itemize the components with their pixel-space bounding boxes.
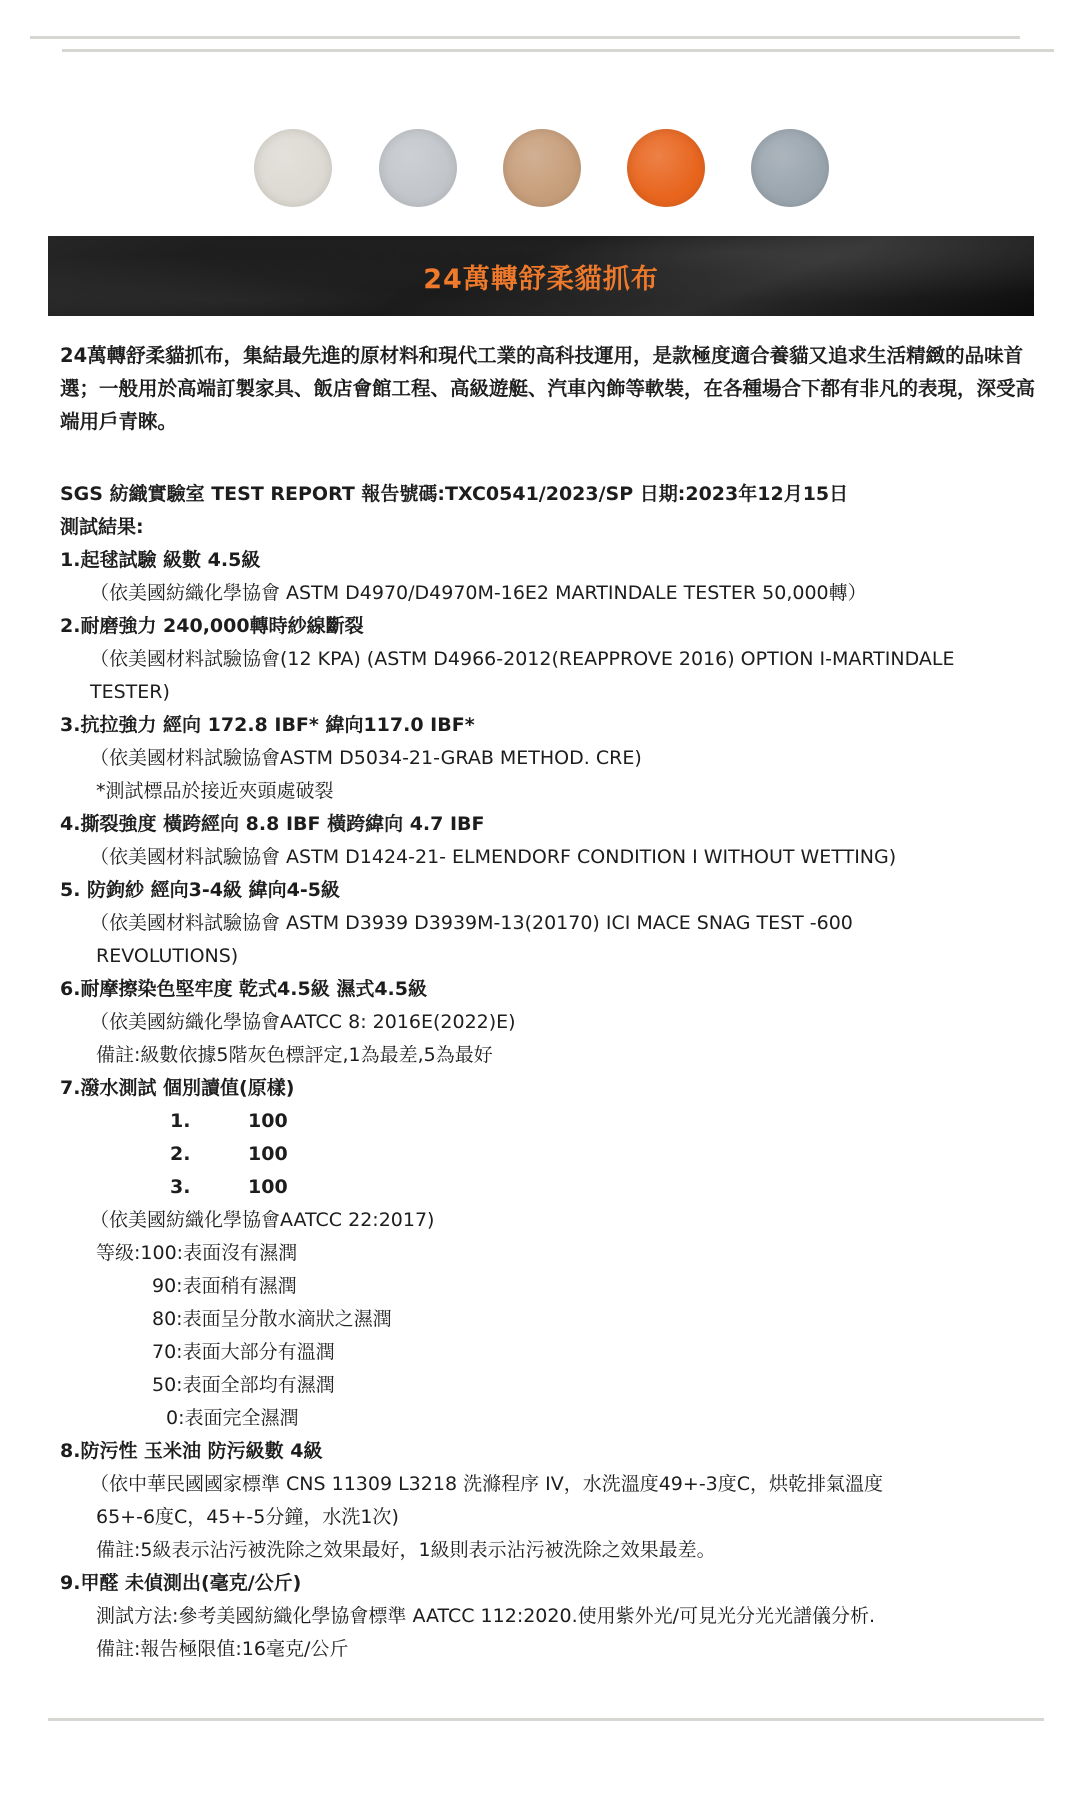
test-5-standard: （依美國材料試驗協會 ASTM D3939 D3939M-13(20170) ICI MACE SNAG TEST -600 <box>90 912 853 934</box>
test-3-note: *測試標品於接近夾頭處破裂 <box>96 780 334 802</box>
grade-head: 等级:100:表面沒有濕潤 <box>96 1242 298 1264</box>
swatch-light-grey[interactable] <box>379 129 457 207</box>
grade-line: 70:表面大部分有溫潤 <box>152 1341 335 1363</box>
test-6-standard: （依美國紡織化學協會AATCC 8: 2016E(2022)E) <box>90 1011 516 1033</box>
test-5-title: 5. 防鉤紗 經向3-4級 緯向4-5級 <box>60 879 340 901</box>
reading-row <box>60 1105 1040 1138</box>
results-label: 測試結果: <box>60 516 144 538</box>
swatch-blue-grey[interactable] <box>751 129 829 207</box>
test-6-title: 6.耐摩擦染色堅牢度 乾式4.5級 濕式4.5級 <box>60 978 427 1000</box>
reading-value: 100 <box>248 1110 288 1132</box>
test-9-method: 測試方法:參考美國紡織化學協會標準 AATCC 112:2020.使用紫外光/可見光分光光譜儀分析. <box>96 1605 876 1627</box>
test-4-standard: （依美國材料試驗協會 ASTM D1424-21- ELMENDORF CONDITION I WITHOUT WETTING) <box>90 846 897 868</box>
test-2-standard: （依美國材料試驗協會(12 KPA) (ASTM D4966-2012(REAPPROVE 2016) OPTION I-MARTINDALE <box>90 648 955 670</box>
test-report <box>60 478 1040 1666</box>
top-divider-secondary <box>62 49 1054 52</box>
intro-paragraph: 24萬轉舒柔貓抓布，集結最先進的原材料和現代工業的高科技運用，是款極度適合養貓又追求生活精緻的品味首選；一般用於高端訂製家具、飯店會館工程、高級遊艇、汽車內飾等軟裝，在各種場合下都有非凡的表現，深受高端用戶青睞。 <box>60 344 1036 433</box>
swatch-cream[interactable] <box>254 129 332 207</box>
banner-title: 24萬轉舒柔貓抓布 <box>423 263 659 295</box>
test-7-standard: （依美國紡織化學協會AATCC 22:2017) <box>90 1209 435 1231</box>
grade-line: 90:表面稍有濕潤 <box>152 1275 297 1297</box>
reading-row <box>60 1171 1040 1204</box>
reading-value: 100 <box>248 1143 288 1165</box>
swatch-orange[interactable] <box>627 129 705 207</box>
test-8-note: 備註:5級表示沾污被洗除之效果最好，1級則表示沾污被洗除之效果最差。 <box>96 1539 716 1561</box>
grade-line: 0:表面完全濕潤 <box>166 1407 299 1429</box>
top-divider <box>30 36 1020 39</box>
color-swatch-row <box>0 129 1080 209</box>
test-7-title: 7.潑水測試 個別讀值(原樣) <box>60 1077 295 1099</box>
report-header: SGS 紡織實驗室 TEST REPORT 報告號碼:TXC0541/2023/SP 日期:2023年12月15日 <box>60 483 849 505</box>
reading-index: 1. <box>170 1110 191 1132</box>
reading-row <box>60 1138 1040 1171</box>
title-banner <box>48 236 1034 316</box>
test-2-title: 2.耐磨強力 240,000轉時紗線斷裂 <box>60 615 364 637</box>
test-3-standard: （依美國材料試驗協會ASTM D5034-21-GRAB METHOD. CRE) <box>90 747 642 769</box>
reading-index: 3. <box>170 1176 191 1198</box>
test-1-title: 1.起毬試驗 級數 4.5級 <box>60 549 261 571</box>
test-8-standard: （依中華民國國家標準 CNS 11309 L3218 洗滌程序 IV，水洗溫度49+-3度C，烘乾排氣溫度 <box>90 1473 884 1495</box>
reading-value: 100 <box>248 1176 288 1198</box>
grade-line: 80:表面呈分散水滴狀之濕潤 <box>152 1308 392 1330</box>
test-5-standard-cont: REVOLUTIONS) <box>96 945 239 967</box>
test-9-title: 9.甲醛 未偵測出(毫克/公斤) <box>60 1572 302 1594</box>
swatch-camel[interactable] <box>503 129 581 207</box>
test-2-standard-cont: TESTER) <box>90 681 170 703</box>
test-3-title: 3.抗拉強力 經向 172.8 IBF* 緯向117.0 IBF* <box>60 714 475 736</box>
test-1-standard: （依美國紡織化學協會 ASTM D4970/D4970M-16E2 MARTINDALE TESTER 50,000轉） <box>90 582 867 604</box>
reading-index: 2. <box>170 1143 191 1165</box>
grade-line: 50:表面全部均有濕潤 <box>152 1374 335 1396</box>
product-description <box>60 339 1040 1666</box>
test-4-title: 4.撕裂強度 橫跨經向 8.8 IBF 橫跨緯向 4.7 IBF <box>60 813 485 835</box>
test-9-note: 備註:報告極限值:16毫克/公斤 <box>96 1638 349 1660</box>
test-6-note: 備註:級數依據5階灰色標評定,1為最差,5為最好 <box>96 1044 493 1066</box>
test-8-title: 8.防污性 玉米油 防污級數 4級 <box>60 1440 323 1462</box>
test-8-standard-cont: 65+-6度C，45+-5分鐘，水洗1次) <box>96 1506 399 1528</box>
bottom-divider <box>48 1718 1044 1721</box>
